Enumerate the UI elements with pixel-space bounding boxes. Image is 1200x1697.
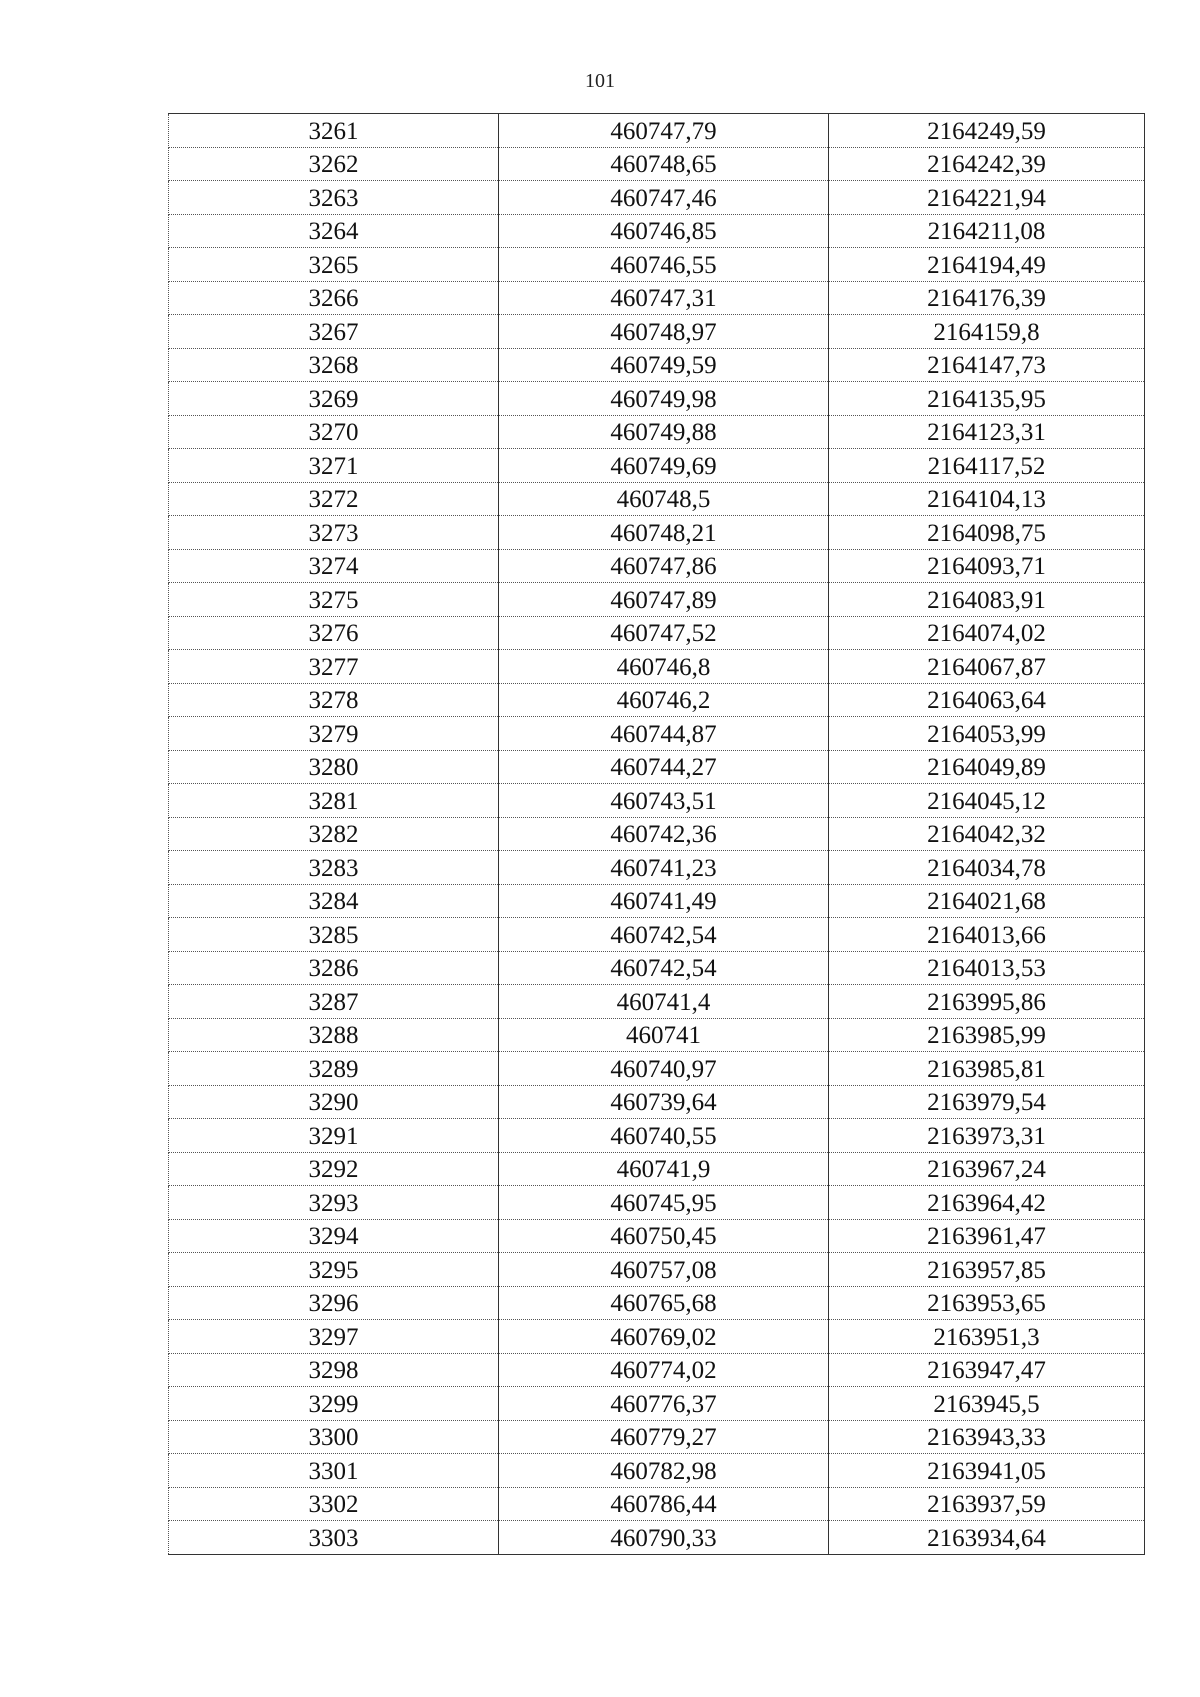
table-row — [169, 1420, 1145, 1454]
point-number-cell: 3298 — [169, 1353, 499, 1387]
x-coordinate-cell: 460750,45 — [499, 1219, 829, 1253]
point-number-cell: 3301 — [169, 1454, 499, 1488]
point-number-cell: 3279 — [169, 717, 499, 751]
y-coordinate-cell: 2164147,73 — [829, 348, 1145, 382]
y-coordinate-cell: 2164135,95 — [829, 382, 1145, 416]
table-row — [169, 482, 1145, 516]
y-coordinate-cell: 2163967,24 — [829, 1152, 1145, 1186]
point-number-cell: 3282 — [169, 817, 499, 851]
y-coordinate-cell: 2164194,49 — [829, 248, 1145, 282]
y-coordinate-cell: 2163941,05 — [829, 1454, 1145, 1488]
table-row — [169, 951, 1145, 985]
point-number-cell: 3289 — [169, 1052, 499, 1086]
y-coordinate-cell: 2163973,31 — [829, 1119, 1145, 1153]
x-coordinate-cell: 460747,86 — [499, 549, 829, 583]
x-coordinate-cell: 460749,59 — [499, 348, 829, 382]
x-coordinate-cell: 460744,87 — [499, 717, 829, 751]
y-coordinate-cell: 2164049,89 — [829, 750, 1145, 784]
point-number-cell: 3290 — [169, 1085, 499, 1119]
y-coordinate-cell: 2163943,33 — [829, 1420, 1145, 1454]
x-coordinate-cell: 460741,49 — [499, 884, 829, 918]
table-row — [169, 1487, 1145, 1521]
point-number-cell: 3300 — [169, 1420, 499, 1454]
table-row — [169, 683, 1145, 717]
y-coordinate-cell: 2163953,65 — [829, 1286, 1145, 1320]
point-number-cell: 3278 — [169, 683, 499, 717]
y-coordinate-cell: 2164176,39 — [829, 281, 1145, 315]
point-number-cell: 3292 — [169, 1152, 499, 1186]
x-coordinate-cell: 460769,02 — [499, 1320, 829, 1354]
coordinates-table — [168, 113, 1145, 1555]
point-number-cell: 3283 — [169, 851, 499, 885]
x-coordinate-cell: 460739,64 — [499, 1085, 829, 1119]
y-coordinate-cell: 2164117,52 — [829, 449, 1145, 483]
x-coordinate-cell: 460749,88 — [499, 415, 829, 449]
y-coordinate-cell: 2164159,8 — [829, 315, 1145, 349]
y-coordinate-cell: 2164067,87 — [829, 650, 1145, 684]
y-coordinate-cell: 2163945,5 — [829, 1387, 1145, 1421]
y-coordinate-cell: 2164074,02 — [829, 616, 1145, 650]
y-coordinate-cell: 2164104,13 — [829, 482, 1145, 516]
x-coordinate-cell: 460742,54 — [499, 951, 829, 985]
point-number-cell: 3273 — [169, 516, 499, 550]
y-coordinate-cell: 2164042,32 — [829, 817, 1145, 851]
point-number-cell: 3297 — [169, 1320, 499, 1354]
table-row — [169, 750, 1145, 784]
x-coordinate-cell: 460741 — [499, 1018, 829, 1052]
point-number-cell: 3275 — [169, 583, 499, 617]
point-number-cell: 3272 — [169, 482, 499, 516]
table-row — [169, 851, 1145, 885]
y-coordinate-cell: 2164013,53 — [829, 951, 1145, 985]
x-coordinate-cell: 460749,98 — [499, 382, 829, 416]
point-number-cell: 3303 — [169, 1521, 499, 1555]
table-row — [169, 147, 1145, 181]
x-coordinate-cell: 460765,68 — [499, 1286, 829, 1320]
point-number-cell: 3296 — [169, 1286, 499, 1320]
table-row — [169, 1085, 1145, 1119]
table-row — [169, 315, 1145, 349]
table-row — [169, 449, 1145, 483]
table-row — [169, 717, 1145, 751]
table-row — [169, 784, 1145, 818]
point-number-cell: 3294 — [169, 1219, 499, 1253]
point-number-cell: 3269 — [169, 382, 499, 416]
table-row — [169, 1353, 1145, 1387]
y-coordinate-cell: 2164013,66 — [829, 918, 1145, 952]
table-row — [169, 214, 1145, 248]
table-row — [169, 1186, 1145, 1220]
x-coordinate-cell: 460782,98 — [499, 1454, 829, 1488]
x-coordinate-cell: 460774,02 — [499, 1353, 829, 1387]
point-number-cell: 3262 — [169, 147, 499, 181]
x-coordinate-cell: 460748,21 — [499, 516, 829, 550]
table-row — [169, 415, 1145, 449]
table-row — [169, 248, 1145, 282]
point-number-cell: 3281 — [169, 784, 499, 818]
table-row — [169, 1219, 1145, 1253]
point-number-cell: 3302 — [169, 1487, 499, 1521]
table-row — [169, 817, 1145, 851]
table-row — [169, 1152, 1145, 1186]
y-coordinate-cell: 2164021,68 — [829, 884, 1145, 918]
y-coordinate-cell: 2164098,75 — [829, 516, 1145, 550]
x-coordinate-cell: 460742,54 — [499, 918, 829, 952]
y-coordinate-cell: 2164242,39 — [829, 147, 1145, 181]
y-coordinate-cell: 2164053,99 — [829, 717, 1145, 751]
point-number-cell: 3280 — [169, 750, 499, 784]
table-row — [169, 1286, 1145, 1320]
y-coordinate-cell: 2163937,59 — [829, 1487, 1145, 1521]
y-coordinate-cell: 2164045,12 — [829, 784, 1145, 818]
table-row — [169, 1521, 1145, 1555]
table-row — [169, 114, 1145, 148]
point-number-cell: 3268 — [169, 348, 499, 382]
point-number-cell: 3264 — [169, 214, 499, 248]
x-coordinate-cell: 460747,46 — [499, 181, 829, 215]
x-coordinate-cell: 460740,55 — [499, 1119, 829, 1153]
x-coordinate-cell: 460757,08 — [499, 1253, 829, 1287]
x-coordinate-cell: 460745,95 — [499, 1186, 829, 1220]
table-row — [169, 382, 1145, 416]
y-coordinate-cell: 2164221,94 — [829, 181, 1145, 215]
x-coordinate-cell: 460740,97 — [499, 1052, 829, 1086]
x-coordinate-cell: 460748,97 — [499, 315, 829, 349]
y-coordinate-cell: 2163995,86 — [829, 985, 1145, 1019]
point-number-cell: 3267 — [169, 315, 499, 349]
x-coordinate-cell: 460748,65 — [499, 147, 829, 181]
x-coordinate-cell: 460744,27 — [499, 750, 829, 784]
x-coordinate-cell: 460786,44 — [499, 1487, 829, 1521]
y-coordinate-cell: 2163985,99 — [829, 1018, 1145, 1052]
point-number-cell: 3295 — [169, 1253, 499, 1287]
x-coordinate-cell: 460748,5 — [499, 482, 829, 516]
y-coordinate-cell: 2164211,08 — [829, 214, 1145, 248]
x-coordinate-cell: 460746,55 — [499, 248, 829, 282]
table-row — [169, 281, 1145, 315]
y-coordinate-cell: 2163957,85 — [829, 1253, 1145, 1287]
table-row — [169, 348, 1145, 382]
table-row — [169, 549, 1145, 583]
y-coordinate-cell: 2163979,54 — [829, 1085, 1145, 1119]
x-coordinate-cell: 460747,52 — [499, 616, 829, 650]
y-coordinate-cell: 2163961,47 — [829, 1219, 1145, 1253]
point-number-cell: 3284 — [169, 884, 499, 918]
point-number-cell: 3265 — [169, 248, 499, 282]
y-coordinate-cell: 2164034,78 — [829, 851, 1145, 885]
y-coordinate-cell: 2163964,42 — [829, 1186, 1145, 1220]
x-coordinate-cell: 460747,79 — [499, 114, 829, 148]
point-number-cell: 3291 — [169, 1119, 499, 1153]
x-coordinate-cell: 460779,27 — [499, 1420, 829, 1454]
point-number-cell: 3270 — [169, 415, 499, 449]
x-coordinate-cell: 460790,33 — [499, 1521, 829, 1555]
y-coordinate-cell: 2163951,3 — [829, 1320, 1145, 1354]
table-row — [169, 918, 1145, 952]
table-row — [169, 1253, 1145, 1287]
point-number-cell: 3293 — [169, 1186, 499, 1220]
table-row — [169, 1018, 1145, 1052]
y-coordinate-cell: 2163947,47 — [829, 1353, 1145, 1387]
y-coordinate-cell: 2163934,64 — [829, 1521, 1145, 1555]
y-coordinate-cell: 2164083,91 — [829, 583, 1145, 617]
table-row — [169, 181, 1145, 215]
point-number-cell: 3274 — [169, 549, 499, 583]
point-number-cell: 3287 — [169, 985, 499, 1019]
x-coordinate-cell: 460749,69 — [499, 449, 829, 483]
point-number-cell: 3299 — [169, 1387, 499, 1421]
x-coordinate-cell: 460742,36 — [499, 817, 829, 851]
table-row — [169, 1052, 1145, 1086]
table-row — [169, 1387, 1145, 1421]
x-coordinate-cell: 460741,4 — [499, 985, 829, 1019]
x-coordinate-cell: 460776,37 — [499, 1387, 829, 1421]
point-number-cell: 3261 — [169, 114, 499, 148]
table-row — [169, 616, 1145, 650]
y-coordinate-cell: 2164063,64 — [829, 683, 1145, 717]
x-coordinate-cell: 460746,85 — [499, 214, 829, 248]
coordinates-table-body — [169, 114, 1145, 1555]
x-coordinate-cell: 460743,51 — [499, 784, 829, 818]
y-coordinate-cell: 2164093,71 — [829, 549, 1145, 583]
y-coordinate-cell: 2163985,81 — [829, 1052, 1145, 1086]
point-number-cell: 3276 — [169, 616, 499, 650]
point-number-cell: 3277 — [169, 650, 499, 684]
table-row — [169, 1320, 1145, 1354]
y-coordinate-cell: 2164249,59 — [829, 114, 1145, 148]
point-number-cell: 3286 — [169, 951, 499, 985]
table-row — [169, 1119, 1145, 1153]
x-coordinate-cell: 460747,89 — [499, 583, 829, 617]
page-number: 101 — [585, 70, 615, 92]
table-row — [169, 516, 1145, 550]
point-number-cell: 3271 — [169, 449, 499, 483]
point-number-cell: 3266 — [169, 281, 499, 315]
x-coordinate-cell: 460746,2 — [499, 683, 829, 717]
y-coordinate-cell: 2164123,31 — [829, 415, 1145, 449]
point-number-cell: 3285 — [169, 918, 499, 952]
table-row — [169, 985, 1145, 1019]
table-row — [169, 650, 1145, 684]
table-row — [169, 1454, 1145, 1488]
point-number-cell: 3288 — [169, 1018, 499, 1052]
table-row — [169, 884, 1145, 918]
point-number-cell: 3263 — [169, 181, 499, 215]
x-coordinate-cell: 460746,8 — [499, 650, 829, 684]
x-coordinate-cell: 460741,9 — [499, 1152, 829, 1186]
table-row — [169, 583, 1145, 617]
x-coordinate-cell: 460747,31 — [499, 281, 829, 315]
x-coordinate-cell: 460741,23 — [499, 851, 829, 885]
